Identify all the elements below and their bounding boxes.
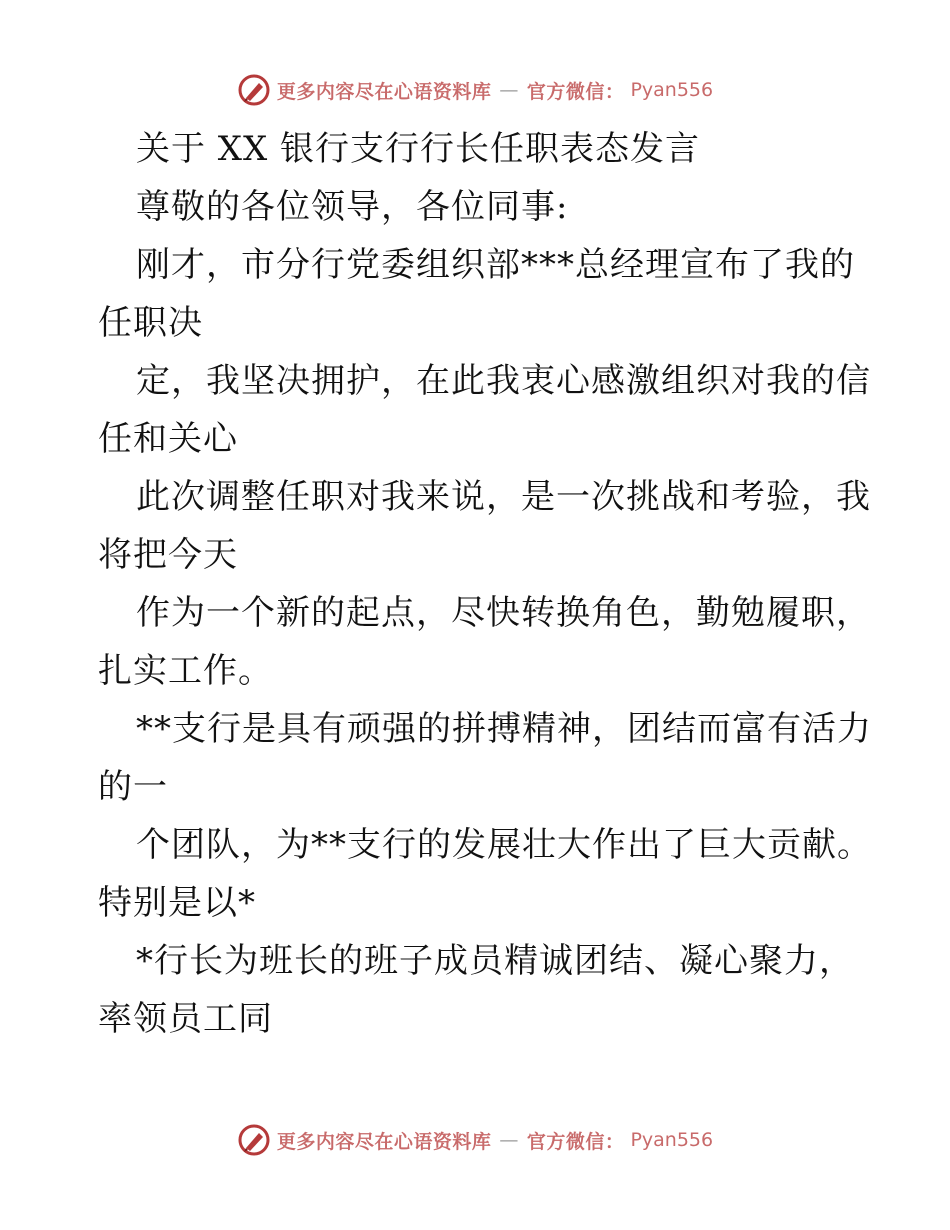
pen-logo-icon [237, 1123, 271, 1157]
paragraph-line: **支行是具有顽强的拼搏精神，团结而富有活力 [136, 709, 872, 749]
document-body [98, 120, 872, 1048]
paragraph-line: 个团队，为**支行的发展壮大作出了巨大贡献。 [136, 825, 872, 865]
footer-banner [0, 1120, 950, 1160]
banner-separator: — [499, 79, 519, 101]
banner-site-text: 更多内容尽在心语资料库 [276, 1130, 492, 1153]
banner-site-text: 更多内容尽在心语资料库 [276, 80, 492, 103]
paragraph-line: 扎实工作。 [98, 651, 273, 691]
header-banner [0, 70, 950, 110]
paragraph-line: *行长为班长的班子成员精诚团结、凝心聚力， [136, 941, 854, 981]
paragraph-line: 定，我坚决拥护，在此我衷心感激组织对我的信 [136, 361, 871, 401]
document-title: 关于 XX 银行支行行长任职表态发言 [136, 129, 701, 169]
banner-contact-id: Pyan556 [630, 79, 714, 101]
paragraph-line: 任和关心 [98, 419, 238, 459]
paragraph-line: 特别是以* [98, 883, 256, 923]
paragraph-line: 的一 [98, 767, 168, 807]
salutation: 尊敬的各位领导，各位同事: [136, 187, 569, 227]
paragraph-line: 刚才，市分行党委组织部***总经理宣布了我的 [136, 245, 855, 285]
paragraph-line: 将把今天 [98, 535, 238, 575]
banner-contact-id: Pyan556 [630, 1129, 714, 1151]
pen-logo-icon [237, 73, 271, 107]
banner-separator: — [499, 1129, 519, 1151]
banner-contact-label: 官方微信： [526, 1130, 625, 1153]
paragraph-line: 任职决 [98, 303, 203, 343]
paragraph-line: 作为一个新的起点，尽快转换角色，勤勉履职， [136, 593, 871, 633]
paragraph-line: 此次调整任职对我来说，是一次挑战和考验，我 [136, 477, 871, 517]
banner-contact-label: 官方微信： [526, 80, 625, 103]
paragraph-line: 率领员工同 [98, 999, 273, 1039]
